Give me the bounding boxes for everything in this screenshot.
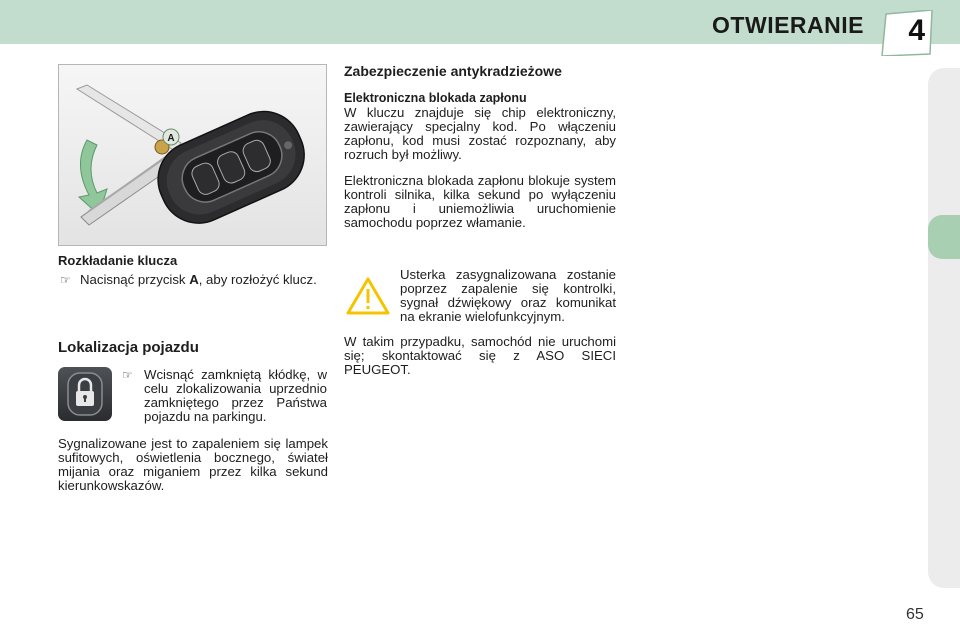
immobiliser-paragraph-1: W kluczu znajduje się chip elektroniczny, zawierający specjalny kod. Po włączeniu zapłonu, kod musi zostać rozpoznany, aby rozruch był możliwy. bbox=[344, 105, 616, 162]
pointing-hand-bullet-icon: ☞ bbox=[60, 273, 71, 287]
subheading-immobiliser: Elektroniczna blokada zapłonu bbox=[344, 91, 527, 105]
callout-label-a: A bbox=[167, 133, 175, 144]
page-number: 65 bbox=[906, 606, 924, 623]
warning-followup: W takim przypadku, samochód nie uruchomi się; skontaktować się z ASO SIECI PEUGEOT. bbox=[344, 334, 616, 377]
section-heading-anti-theft: Zabezpieczenie antykradzieżowe bbox=[344, 63, 562, 79]
lock-button-image bbox=[58, 367, 112, 421]
warning-text: Usterka zasygnalizowana zostanie poprzez zapalenie się kontrolki, sygnał dźwiękowy oraz komunikat na ekranie wielofunkcyjnym. bbox=[400, 267, 616, 324]
button-a-reference: A bbox=[189, 272, 199, 287]
section-heading-folding: Rozkładanie klucza bbox=[58, 253, 178, 268]
folding-key-icon bbox=[59, 65, 326, 245]
page-title: OTWIERANIE bbox=[712, 12, 864, 38]
section-heading-locate: Lokalizacja pojazdu bbox=[58, 339, 199, 356]
closed-padlock-icon bbox=[58, 367, 112, 421]
locate-instruction: Wcisnąć zamkniętą kłódkę, w celu zlokalizowania uprzednio zamkniętego przez Państwa pojazdu na parkingu. bbox=[144, 367, 327, 424]
immobiliser-paragraph-2: Elektroniczna blokada zapłonu blokuje system kontroli silnika, kilka sekund po wyłączeniu zapłonu i uniemożliwia uruchomienie samochodu poprzez włamanie. bbox=[344, 173, 616, 230]
warning-triangle-icon bbox=[346, 276, 390, 316]
folding-instruction: Nacisnąć przycisk A, aby rozłożyć klucz. bbox=[80, 272, 317, 287]
key-illustration bbox=[58, 64, 327, 246]
side-tab-active bbox=[928, 215, 960, 259]
pointing-hand-bullet-icon: ☞ bbox=[122, 368, 133, 382]
locate-note: Sygnalizowane jest to zapaleniem się lampek sufitowych, oświetlenia bocznego, świateł mijania oraz miganiem przez kilka sekund kierunkowskazów. bbox=[58, 436, 328, 493]
chapter-number: 4 bbox=[908, 14, 925, 47]
side-tab-strip bbox=[928, 68, 960, 588]
